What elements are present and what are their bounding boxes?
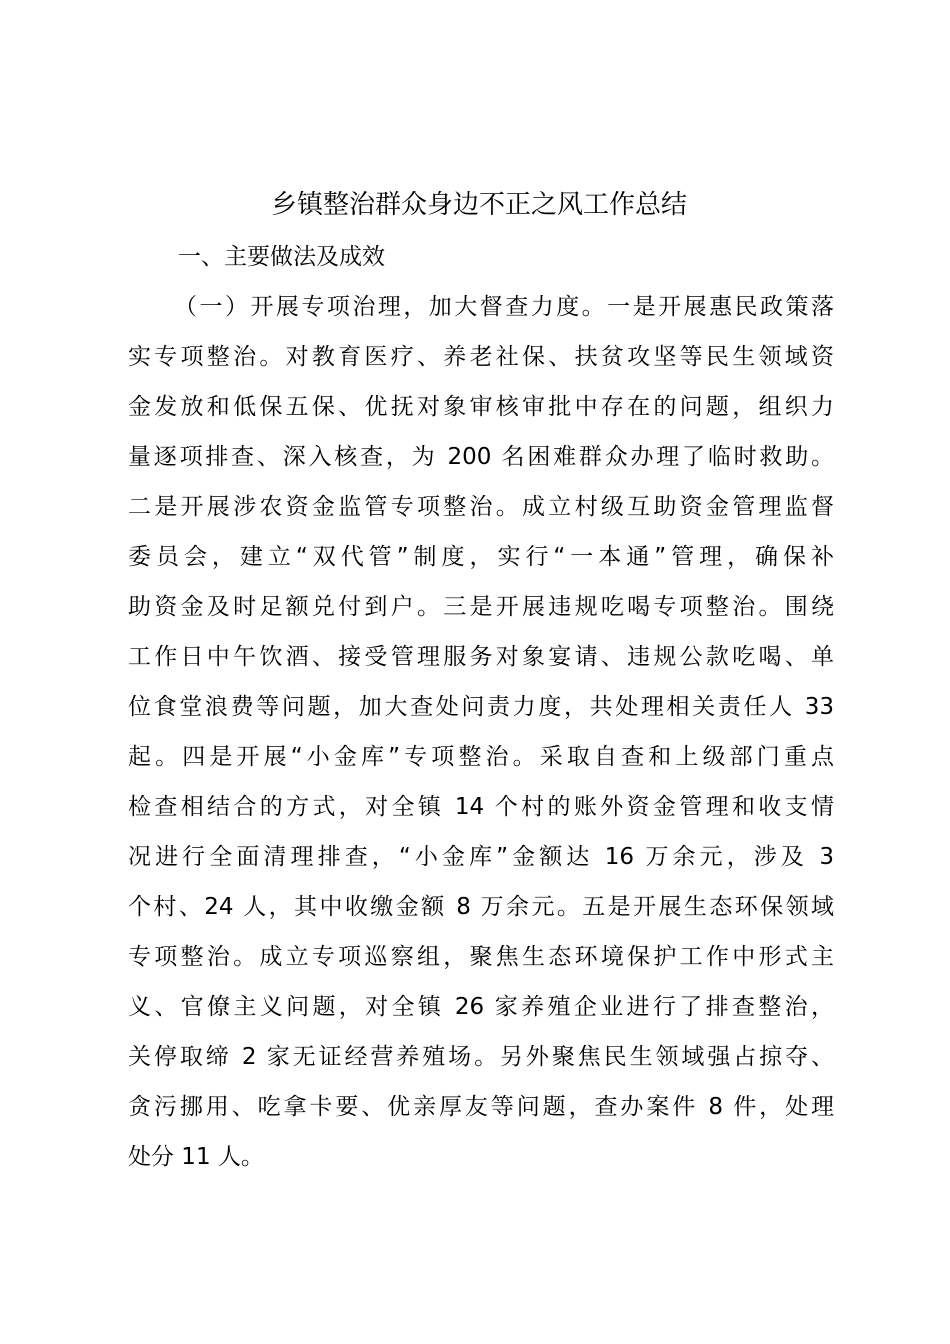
paragraph-line: 助资金及时足额兑付到户。三是开展违规吃喝专项整治。围绕 <box>128 594 834 620</box>
paragraph-line: 二是开展涉农资金监管专项整治。成立村级互助资金管理监督 <box>128 494 834 520</box>
paragraph-line: 金发放和低保五保、优抚对象审核审批中存在的问题，组织力 <box>128 394 834 420</box>
paragraph <box>128 282 834 1182</box>
paragraph-line: 贪污挪用、吃拿卡要、优亲厚友等问题，查办案件 8 件，处理 <box>128 1094 834 1120</box>
paragraph-line: （一）开展专项治理，加大督查力度。一是开展惠民政策落 <box>174 294 834 320</box>
paragraph-line: 实专项整治。对教育医疗、养老社保、扶贫攻坚等民生领域资 <box>128 344 834 370</box>
paragraph-line: 委员会，建立“双代管”制度，实行“一本通”管理，确保补 <box>128 544 834 570</box>
paragraph-line: 起。四是开展“小金库”专项整治。采取自查和上级部门重点 <box>128 744 834 770</box>
paragraph-line: 况进行全面清理排查，“小金库”金额达 16 万余元，涉及 3 <box>128 844 834 870</box>
paragraph-line: 检查相结合的方式，对全镇 14 个村的账外资金管理和收支情 <box>128 794 834 820</box>
paragraph-line: 工作日中午饮酒、接受管理服务对象宴请、违规公款吃喝、单 <box>128 644 834 670</box>
paragraph-line: 义、官僚主义问题，对全镇 26 家养殖企业进行了排查整治， <box>128 994 834 1020</box>
paragraph-line: 专项整治。成立专项巡察组，聚焦生态环境保护工作中形式主 <box>128 944 834 970</box>
document-title: 乡镇整治群众身边不正之风工作总结 <box>270 190 687 220</box>
paragraph-line: 量逐项排查、深入核查，为 200 名困难群众办理了临时救助。 <box>128 444 834 470</box>
paragraph-line: 个村、24 人，其中收缴金额 8 万余元。五是开展生态环保领域 <box>128 894 834 920</box>
section-heading: 一、主要做法及成效 <box>178 244 385 270</box>
paragraph-line: 位食堂浪费等问题，加大查处问责力度，共处理相关责任人 33 <box>128 694 834 720</box>
paragraph-line: 关停取缔 2 家无证经营养殖场。另外聚焦民生领域强占掠夺、 <box>128 1044 834 1070</box>
paragraph-line: 处分 11 人。 <box>128 1144 264 1170</box>
